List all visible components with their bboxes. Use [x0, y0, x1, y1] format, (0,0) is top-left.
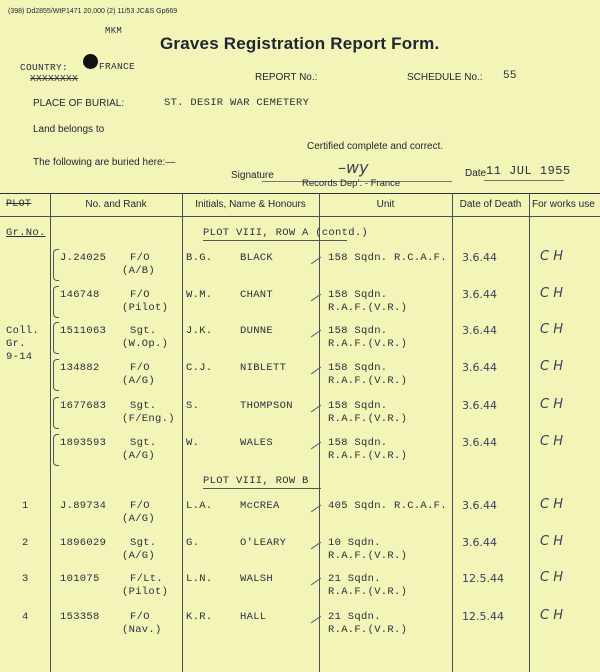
- service-number: 1896029: [60, 537, 107, 549]
- gr-no-label: Gr.No.: [6, 227, 46, 239]
- surname: WALSH: [240, 573, 274, 585]
- initials: L.A.: [186, 500, 213, 512]
- column-divider: [319, 193, 320, 672]
- date-stamp: 11 JUL 1955: [486, 164, 571, 178]
- unit: 158 Sqdn.: [328, 325, 388, 337]
- grave-number: 4: [22, 611, 29, 623]
- unit-line-2: R.A.F.(V.R.): [328, 550, 408, 562]
- schedule-value: 55: [503, 70, 517, 82]
- land-label: Land belongs to: [33, 124, 105, 135]
- rank: Sgt.: [130, 400, 157, 412]
- initials: S.: [186, 400, 200, 412]
- surname: WALES: [240, 437, 274, 449]
- surname: THOMPSON: [240, 400, 293, 412]
- country-struck-text: XXXXXXXX: [30, 73, 79, 84]
- rank-trade: (A/G): [122, 513, 156, 525]
- initials: J.K.: [186, 325, 213, 337]
- unit-line-2: R.A.F.(V.R.): [328, 450, 408, 462]
- collective-grave-label: Coll.: [6, 325, 40, 337]
- section-underline: [203, 240, 347, 241]
- country-value: FRANCE: [99, 61, 136, 72]
- surname: CHANT: [240, 289, 274, 301]
- unit: 21 Sqdn.: [328, 573, 381, 585]
- rank: F/Lt.: [130, 573, 164, 585]
- col-works-header: For works use: [532, 199, 595, 210]
- rank: Sgt.: [130, 437, 157, 449]
- schedule-label: SCHEDULE No.:: [407, 72, 483, 83]
- col-date-header: Date of Death: [459, 199, 522, 210]
- surname: DUNNE: [240, 325, 274, 337]
- place-label: PLACE OF BURIAL:: [33, 98, 125, 109]
- rank: Sgt.: [130, 325, 157, 337]
- service-number: 1677683: [60, 400, 107, 412]
- date-label: Date: [465, 168, 487, 179]
- collective-grave-label: Gr.: [6, 338, 26, 350]
- column-divider: [50, 193, 51, 672]
- date-of-death: 3.6.44: [462, 361, 497, 374]
- col-name-header: Initials, Name & Honours: [195, 199, 306, 210]
- section-header-row-b: PLOT VIII, ROW B: [203, 475, 309, 487]
- service-number: 1511063: [60, 325, 107, 337]
- works-initials: C H: [540, 608, 563, 623]
- unit-line-2: R.A.F.(V.R.): [328, 624, 408, 636]
- mkm-mark: MKM: [105, 26, 123, 36]
- punch-hole: [83, 54, 98, 69]
- rank-trade: (Pilot): [122, 302, 169, 314]
- grave-number: 2: [22, 537, 29, 549]
- service-number: 101075: [60, 573, 100, 585]
- initials: L.N.: [186, 573, 213, 585]
- date-of-death: 3.6.44: [462, 536, 497, 549]
- column-divider: [529, 193, 530, 672]
- service-number: J.24025: [60, 252, 107, 264]
- date-of-death: 3.6.44: [462, 499, 497, 512]
- service-number: J.89734: [60, 500, 107, 512]
- service-number: 153358: [60, 611, 100, 623]
- col-no-rank-header: No. and Rank: [85, 199, 147, 210]
- col-unit-header: Unit: [376, 199, 395, 210]
- works-initials: C H: [540, 570, 563, 585]
- rank-trade: (A/B): [122, 265, 156, 277]
- date-of-death: 3.6.44: [462, 288, 497, 301]
- signature-label: Signature: [231, 170, 274, 181]
- works-initials: C H: [540, 322, 563, 337]
- report-no-label: REPORT No.:: [255, 72, 318, 83]
- unit: 158 Sqdn.: [328, 400, 388, 412]
- rank-trade: (F/Eng.): [122, 413, 175, 425]
- table-top-border: [0, 193, 600, 194]
- date-of-death: 3.6.44: [462, 436, 497, 449]
- rank-trade: (A/G): [122, 450, 156, 462]
- rank-trade: (A/G): [122, 550, 156, 562]
- row-bracket: [53, 434, 59, 466]
- unit-line-2: R.A.F.(V.R.): [328, 375, 408, 387]
- works-initials: C H: [540, 497, 563, 512]
- unit: 158 Sqdn.: [328, 289, 388, 301]
- unit-line-2: R.A.F.(V.R.): [328, 413, 408, 425]
- grave-number: 3: [22, 573, 29, 585]
- works-initials: C H: [540, 397, 563, 412]
- unit: 158 Sqdn.: [328, 362, 388, 374]
- unit: 21 Sqdn.: [328, 611, 381, 623]
- initials: C.J.: [186, 362, 213, 374]
- date-of-death: 12.5.44: [462, 572, 504, 585]
- unit: 405 Sqdn. R.C.A.F.: [328, 500, 447, 512]
- records-label: Records Dep’. - France: [302, 178, 401, 189]
- rank-trade: (Pilot): [122, 586, 169, 598]
- works-initials: C H: [540, 249, 563, 264]
- date-of-death: 3.6.44: [462, 399, 497, 412]
- place-value: ST. DESIR WAR CEMETERY: [164, 97, 310, 109]
- certified-label: Certified complete and correct.: [307, 141, 444, 152]
- service-number: 134882: [60, 362, 100, 374]
- rank: F/O: [130, 289, 150, 301]
- service-number: 146748: [60, 289, 100, 301]
- row-bracket: [53, 359, 59, 391]
- form-title: Graves Registration Report Form.: [160, 34, 440, 53]
- rank: F/O: [130, 611, 150, 623]
- section-underline: [203, 488, 321, 489]
- rank: F/O: [130, 252, 150, 264]
- rank-trade: (W.Op.): [122, 338, 169, 350]
- surname: McCREA: [240, 500, 280, 512]
- rank: Sgt.: [130, 537, 157, 549]
- print-reference: (398) Dd2855/WtP1471 20,000 (2) 11/53 JC&S Gp669: [8, 8, 178, 15]
- unit: 10 Sqdn.: [328, 537, 381, 549]
- grave-number: 1: [22, 500, 29, 512]
- column-divider: [452, 193, 453, 672]
- row-bracket: [53, 397, 59, 429]
- unit-line-2: R.A.F.(V.R.): [328, 338, 408, 350]
- works-initials: C H: [540, 534, 563, 549]
- row-bracket: [53, 249, 59, 281]
- works-initials: C H: [540, 286, 563, 301]
- buried-label: The following are buried here:—: [33, 157, 176, 168]
- section-header-row-a: PLOT VIII, ROW A (contd.): [203, 227, 369, 239]
- initials: B.G.: [186, 252, 213, 264]
- surname: HALL: [240, 611, 267, 623]
- unit-line-2: R.A.F.(V.R.): [328, 302, 408, 314]
- surname: NIBLETT: [240, 362, 287, 374]
- surname: O'LEARY: [240, 537, 287, 549]
- rank: F/O: [130, 362, 150, 374]
- works-initials: C H: [540, 434, 563, 449]
- unit: 158 Sqdn.: [328, 437, 388, 449]
- unit-line-2: R.A.F.(V.R.): [328, 586, 408, 598]
- initials: W.M.: [186, 289, 213, 301]
- country-label: COUNTRY:: [20, 62, 69, 73]
- works-initials: C H: [540, 359, 563, 374]
- col-plot-header: PLOT: [6, 199, 32, 210]
- service-number: 1893593: [60, 437, 107, 449]
- surname: BLACK: [240, 252, 274, 264]
- row-bracket: [53, 286, 59, 318]
- collective-grave-label: 9-14: [6, 351, 33, 363]
- row-bracket: [53, 322, 59, 354]
- date-line: [484, 180, 564, 181]
- signature-value: –wy: [338, 158, 369, 177]
- unit: 158 Sqdn. R.C.A.F.: [328, 252, 447, 264]
- date-of-death: 3.6.44: [462, 251, 497, 264]
- column-divider: [182, 193, 183, 672]
- rank: F/O: [130, 500, 150, 512]
- initials: G.: [186, 537, 200, 549]
- date-of-death: 12.5.44: [462, 610, 504, 623]
- rank-trade: (Nav.): [122, 624, 162, 636]
- initials: K.R.: [186, 611, 213, 623]
- table-header-bottom-border: [0, 216, 600, 217]
- rank-trade: (A/G): [122, 375, 156, 387]
- date-of-death: 3.6.44: [462, 324, 497, 337]
- initials: W.: [186, 437, 200, 449]
